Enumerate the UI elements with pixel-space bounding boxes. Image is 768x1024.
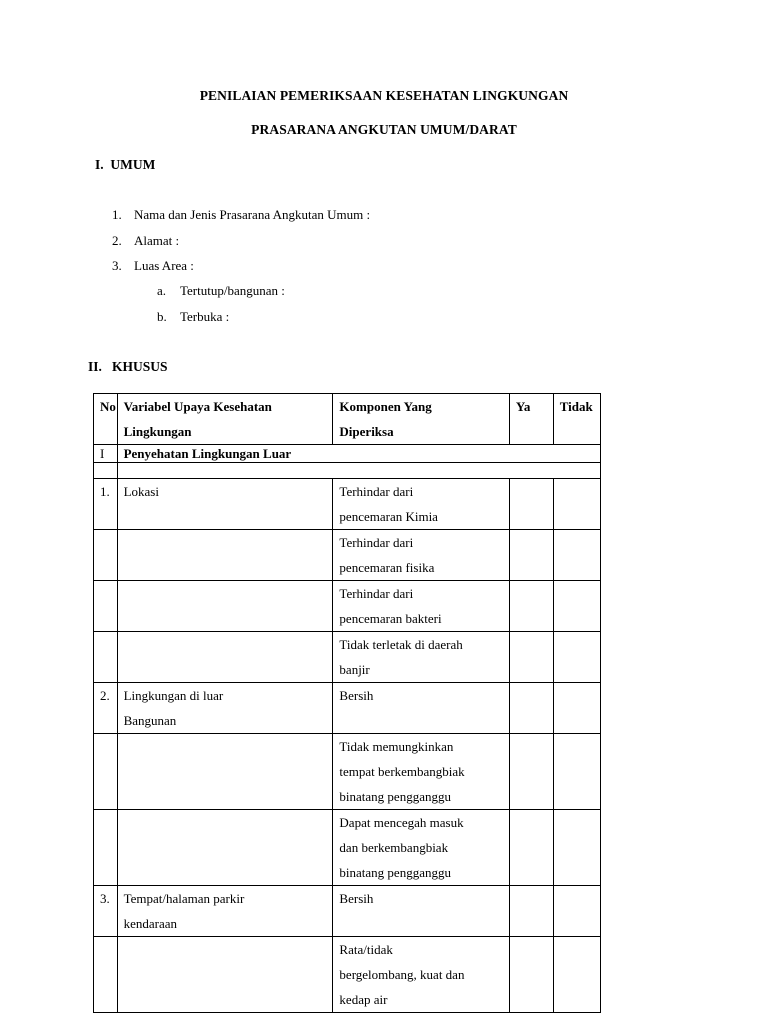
row-komponen	[333, 581, 509, 632]
row-komponen	[333, 683, 509, 734]
table-row	[94, 530, 601, 581]
row-variabel-line: Tempat/halaman parkir	[123, 891, 245, 906]
ya-checkbox-cell[interactable]	[509, 937, 553, 1013]
list-item-number: 2.	[112, 233, 122, 248]
table-row	[94, 479, 601, 530]
row-komponen-line: Rata/tidak	[339, 942, 393, 957]
row-komponen	[333, 886, 509, 937]
row-variabel	[117, 632, 333, 683]
row-number	[94, 530, 118, 581]
row-number	[94, 937, 118, 1013]
row-number: 1.	[94, 479, 118, 530]
row-number: 2.	[94, 683, 118, 734]
list-item-text: Alamat :	[134, 233, 180, 248]
list-item-text: Luas Area :	[134, 258, 194, 273]
header-variabel	[117, 394, 333, 445]
header-ya: Ya	[509, 394, 553, 445]
tidak-checkbox-cell[interactable]	[553, 937, 600, 1013]
header-variabel-line: Lingkungan	[123, 424, 192, 439]
row-komponen	[333, 810, 509, 886]
table-spacer-row	[94, 463, 601, 479]
section-heading-umum: I. UMUM	[95, 157, 156, 172]
row-komponen-line: banjir	[339, 662, 370, 677]
table-row	[94, 886, 601, 937]
row-variabel	[117, 683, 333, 734]
ya-checkbox-cell[interactable]	[509, 734, 553, 810]
table-row	[94, 632, 601, 683]
row-variabel-line: Lingkungan di luar	[123, 688, 224, 703]
row-variabel	[117, 734, 333, 810]
row-number: 3.	[94, 886, 118, 937]
row-komponen-line: Terhindar dari	[339, 586, 414, 601]
empty-cell	[117, 463, 600, 479]
row-komponen-line: pencemaran bakteri	[339, 611, 442, 626]
sub-list-item-letter: a.	[157, 283, 167, 298]
tidak-checkbox-cell[interactable]	[553, 810, 600, 886]
row-variabel	[117, 479, 333, 530]
row-komponen-line: Tidak memungkinkan	[339, 739, 454, 754]
sub-list-item-text: Tertutup/bangunan :	[180, 283, 285, 298]
row-komponen-line: Bersih	[339, 688, 374, 703]
row-variabel	[117, 810, 333, 886]
tidak-checkbox-cell[interactable]	[553, 632, 600, 683]
header-tidak: Tidak	[553, 394, 600, 445]
row-variabel-line: kendaraan	[123, 916, 178, 931]
document-title: PENILAIAN PEMERIKSAAN KESEHATAN LINGKUNGAN	[199, 88, 569, 103]
row-komponen-line: bergelombang, kuat dan	[339, 967, 465, 982]
tidak-checkbox-cell[interactable]	[553, 581, 600, 632]
row-komponen-line: Terhindar dari	[339, 535, 414, 550]
header-komponen-line: Diperiksa	[339, 424, 394, 439]
row-komponen-line: binatang pengganggu	[339, 789, 451, 804]
row-variabel	[117, 937, 333, 1013]
document-subtitle: PRASARANA ANGKUTAN UMUM/DARAT	[251, 122, 517, 137]
table-row	[94, 581, 601, 632]
tidak-checkbox-cell[interactable]	[553, 886, 600, 937]
table-section-row	[94, 445, 601, 463]
row-number	[94, 734, 118, 810]
row-komponen-line: Tidak terletak di daerah	[339, 637, 463, 652]
ya-checkbox-cell[interactable]	[509, 581, 553, 632]
tidak-checkbox-cell[interactable]	[553, 530, 600, 581]
row-variabel	[117, 581, 333, 632]
row-komponen-line: tempat berkembangbiak	[339, 764, 465, 779]
row-variabel-line: Bangunan	[123, 713, 177, 728]
header-komponen-line: Komponen Yang	[339, 399, 432, 414]
list-item-text: Nama dan Jenis Prasarana Angkutan Umum :	[134, 207, 371, 222]
row-komponen	[333, 734, 509, 810]
table-row	[94, 683, 601, 734]
row-komponen-line: binatang pengganggu	[339, 865, 451, 880]
ya-checkbox-cell[interactable]	[509, 479, 553, 530]
row-komponen-line: pencemaran Kimia	[339, 509, 438, 524]
header-komponen	[333, 394, 509, 445]
row-komponen	[333, 632, 509, 683]
row-number	[94, 810, 118, 886]
header-no: No	[94, 394, 118, 445]
row-komponen	[333, 479, 509, 530]
ya-checkbox-cell[interactable]	[509, 632, 553, 683]
sub-list-item-text: Terbuka :	[180, 309, 230, 324]
ya-checkbox-cell[interactable]	[509, 683, 553, 734]
section-no: I	[94, 445, 118, 463]
ya-checkbox-cell[interactable]	[509, 810, 553, 886]
row-variabel	[117, 530, 333, 581]
table-row	[94, 810, 601, 886]
ya-checkbox-cell[interactable]	[509, 886, 553, 937]
sub-list-item-letter: b.	[157, 309, 167, 324]
section-title: Penyehatan Lingkungan Luar	[117, 445, 600, 463]
tidak-checkbox-cell[interactable]	[553, 683, 600, 734]
row-komponen-line: Bersih	[339, 891, 374, 906]
tidak-checkbox-cell[interactable]	[553, 479, 600, 530]
header-variabel-line: Variabel Upaya Kesehatan	[123, 399, 272, 414]
row-komponen	[333, 530, 509, 581]
tidak-checkbox-cell[interactable]	[553, 734, 600, 810]
section-heading-khusus: II. KHUSUS	[88, 359, 168, 374]
ya-checkbox-cell[interactable]	[509, 530, 553, 581]
row-komponen-line: kedap air	[339, 992, 388, 1007]
inspection-table	[93, 393, 601, 1013]
row-komponen-line: Dapat mencegah masuk	[339, 815, 464, 830]
empty-cell	[94, 463, 118, 479]
table-row	[94, 937, 601, 1013]
list-item-number: 3.	[112, 258, 122, 273]
table-header-row	[94, 394, 601, 445]
row-variabel	[117, 886, 333, 937]
row-komponen-line: dan berkembangbiak	[339, 840, 449, 855]
list-item-number: 1.	[112, 207, 122, 222]
row-komponen	[333, 937, 509, 1013]
row-komponen-line: pencemaran fisika	[339, 560, 435, 575]
row-komponen-line: Terhindar dari	[339, 484, 414, 499]
row-number	[94, 632, 118, 683]
table-row	[94, 734, 601, 810]
row-variabel-line: Lokasi	[123, 484, 159, 499]
row-number	[94, 581, 118, 632]
